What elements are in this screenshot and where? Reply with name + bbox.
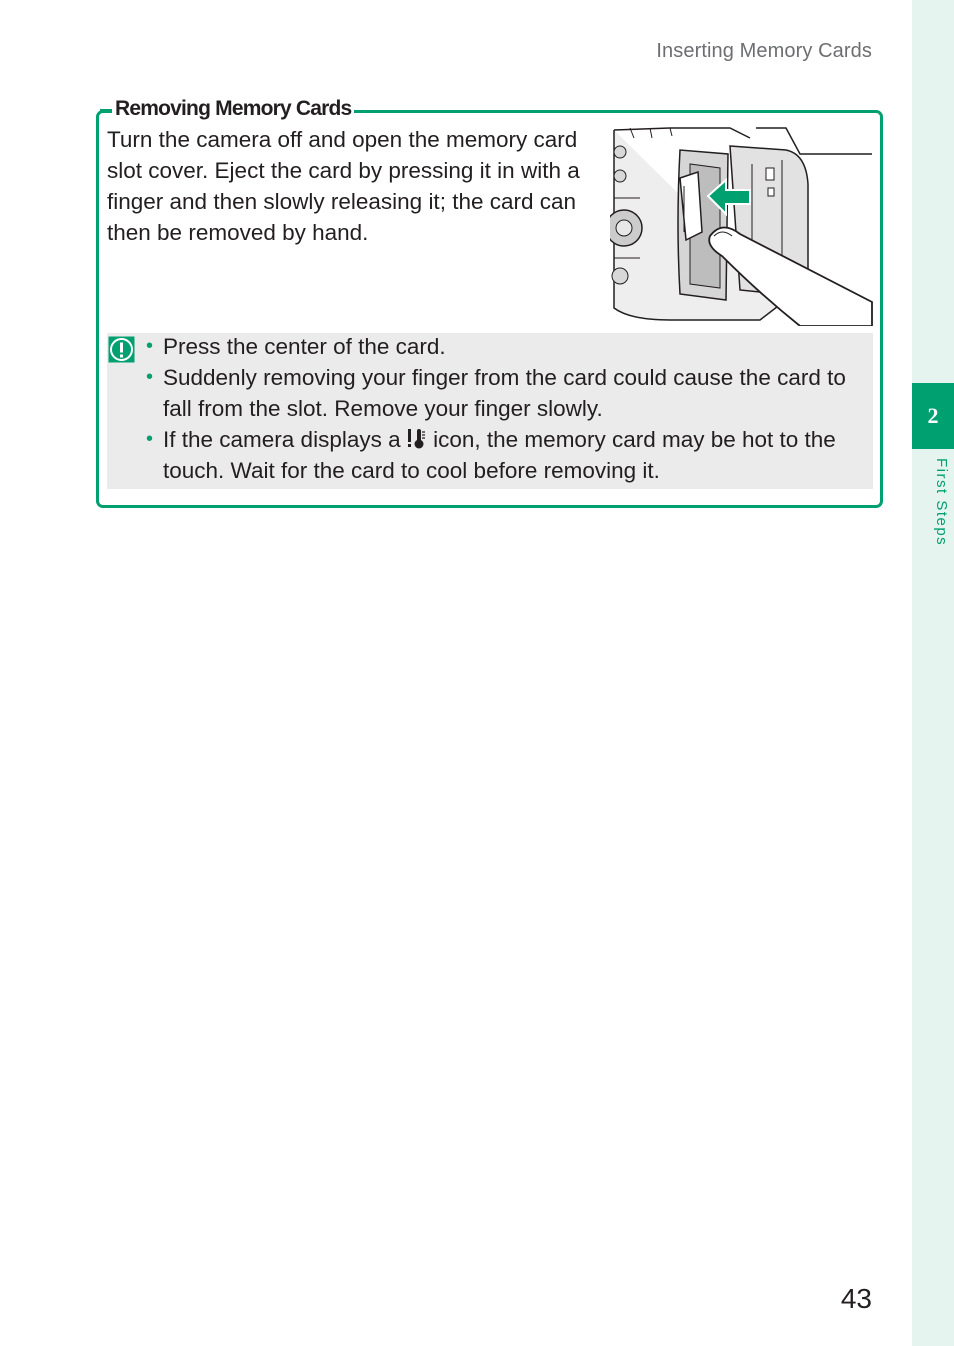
chapter-label: First Steps — [933, 458, 950, 547]
box-title-rule — [100, 109, 112, 112]
running-header: Inserting Memory Cards — [656, 40, 872, 62]
box-title: Removing Memory Cards — [112, 97, 354, 121]
note-item — [146, 362, 872, 424]
side-strip — [912, 0, 954, 1346]
note-item-text: Suddenly removing your finger from the card could cause the card to fall from the slot. Remove your finger slowly. — [163, 365, 846, 421]
note-item — [146, 424, 872, 486]
bullet-icon: • — [146, 335, 154, 357]
page-number: 43 — [840, 1283, 872, 1314]
box-body-text: Turn the camera off and open the memory card slot cover. Eject the card by pressing it in with a finger and then slowly releasing it; the card can then be removed by hand. — [107, 127, 580, 245]
note-item-text-before: If the camera displays a — [163, 427, 407, 452]
card-removal-illustration — [610, 124, 874, 326]
note-item — [146, 331, 872, 362]
bullet-icon: • — [146, 366, 154, 388]
caution-icon — [108, 336, 135, 363]
note-item-text: Press the center of the card. — [163, 334, 446, 359]
bullet-icon: • — [146, 428, 154, 450]
chapter-tab[interactable]: 2 — [912, 383, 954, 449]
note-item-text-after: icon, the memory card may be hot to the touch. Wait for the card to cool before removing it. — [163, 427, 836, 483]
temperature-warning-icon — [407, 428, 427, 450]
note-list — [146, 331, 872, 486]
